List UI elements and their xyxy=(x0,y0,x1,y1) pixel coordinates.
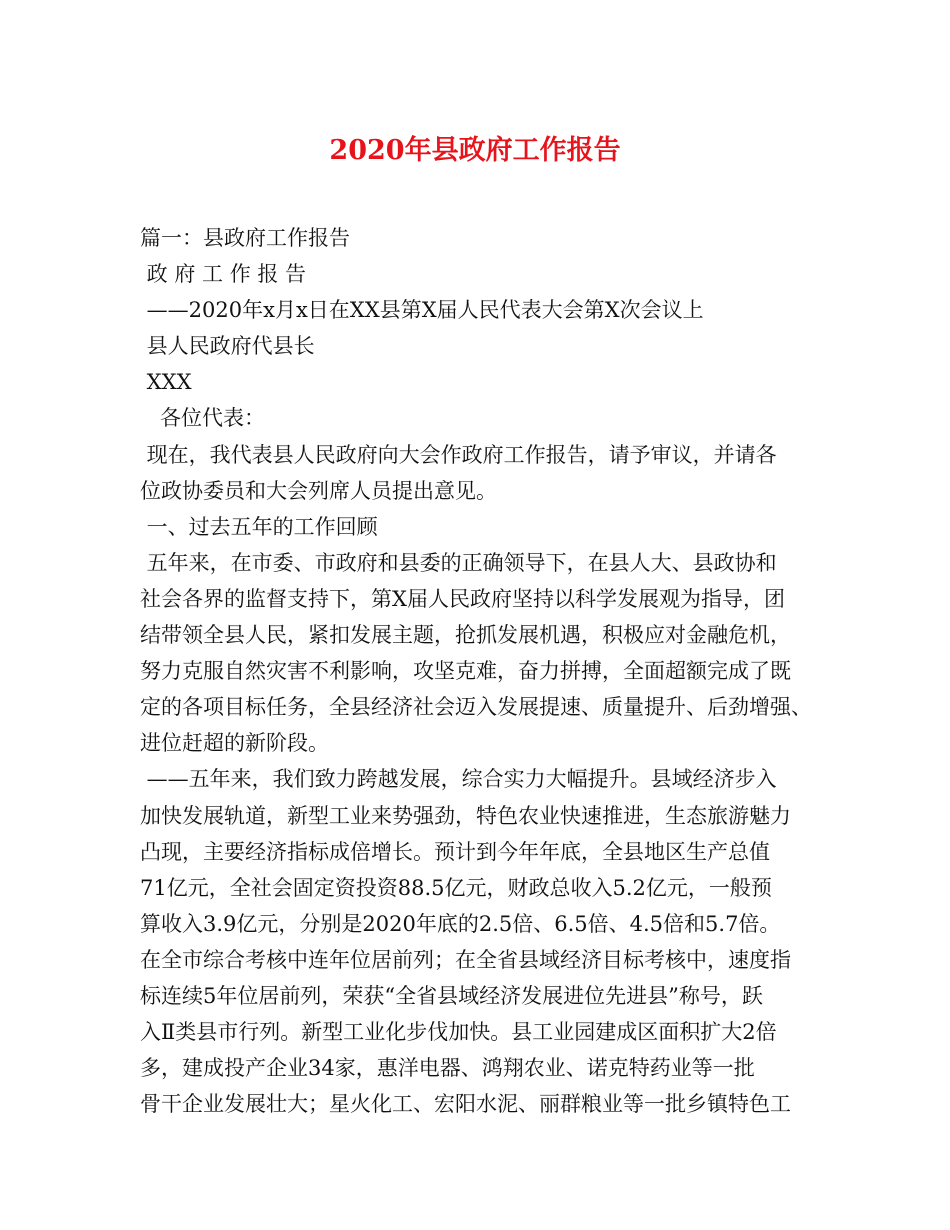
text-line: 结带领全县人民，紧扣发展主题，抢抓发展机遇，积极应对金融危机， xyxy=(140,623,791,648)
text-line: 现在，我代表县人民政府向大会作政府工作报告，请予审议，并请各 xyxy=(140,442,777,467)
text-line: 定的各项目标任务，全县经济社会迈入发展提速、质量提升、后劲增强、 xyxy=(140,695,812,720)
text-line: 进位赶超的新阶段。 xyxy=(140,731,329,756)
text-line: 县人民政府代县长 xyxy=(140,334,315,359)
text-line: ——五年来，我们致力跨越发展，综合实力大幅提升。县域经济步入 xyxy=(140,767,777,792)
text-line: 71亿元，全社会固定资投资88.5亿元，财政总收入5.2亿元，一般预 xyxy=(140,875,772,900)
text-line: 社会各界的监督支持下，第X届人民政府坚持以科学发展观为指导，团 xyxy=(140,586,785,611)
text-line: ——2020年x月x日在XX县第X届人民代表大会第X次会议上 xyxy=(140,298,704,323)
text-line: 努力克服自然灾害不利影响，攻坚克难，奋力拼搏，全面超额完成了既 xyxy=(140,659,791,684)
text-line: XXX xyxy=(140,370,192,395)
text-line: 加快发展轨道，新型工业来势强劲，特色农业快速推进，生态旅游魅力 xyxy=(140,803,791,828)
text-line: 算收入3.9亿元，分别是2020年底的2.5倍、6.5倍、4.5倍和5.7倍。 xyxy=(140,911,781,936)
text-line: 骨干企业发展壮大；星火化工、宏阳水泥、丽群粮业等一批乡镇特色工 xyxy=(140,1092,791,1117)
text-line: 政 府 工 作 报 告 xyxy=(140,262,307,287)
text-line: 多，建成投产企业34家，惠洋电器、鸿翔农业、诺克特药业等一批 xyxy=(140,1056,755,1081)
document-body xyxy=(140,220,830,1122)
text-line: 五年来，在市委、市政府和县委的正确领导下，在县人大、县政协和 xyxy=(140,550,777,575)
document-title: 2020年县政府工作报告 xyxy=(329,135,621,166)
text-line: 各位代表： xyxy=(140,406,266,431)
text-line: 凸现，主要经济指标成倍增长。预计到今年年底，全县地区生产总值 xyxy=(140,839,770,864)
text-line: 位政协委员和大会列席人员提出意见。 xyxy=(140,478,497,503)
text-line: 一、过去五年的工作回顾 xyxy=(140,514,378,539)
text-line: 入Ⅱ类县市行列。新型工业化步伐加快。县工业园建成区面积扩大2倍 xyxy=(140,1020,777,1045)
text-line: 篇一：县政府工作报告 xyxy=(140,226,350,250)
text-line: 标连续5年位居前列，荣获“全省县域经济发展进位先进县”称号，跃 xyxy=(140,983,763,1008)
text-line: 在全市综合考核中连年位居前列；在全省县域经济目标考核中，速度指 xyxy=(140,947,791,972)
